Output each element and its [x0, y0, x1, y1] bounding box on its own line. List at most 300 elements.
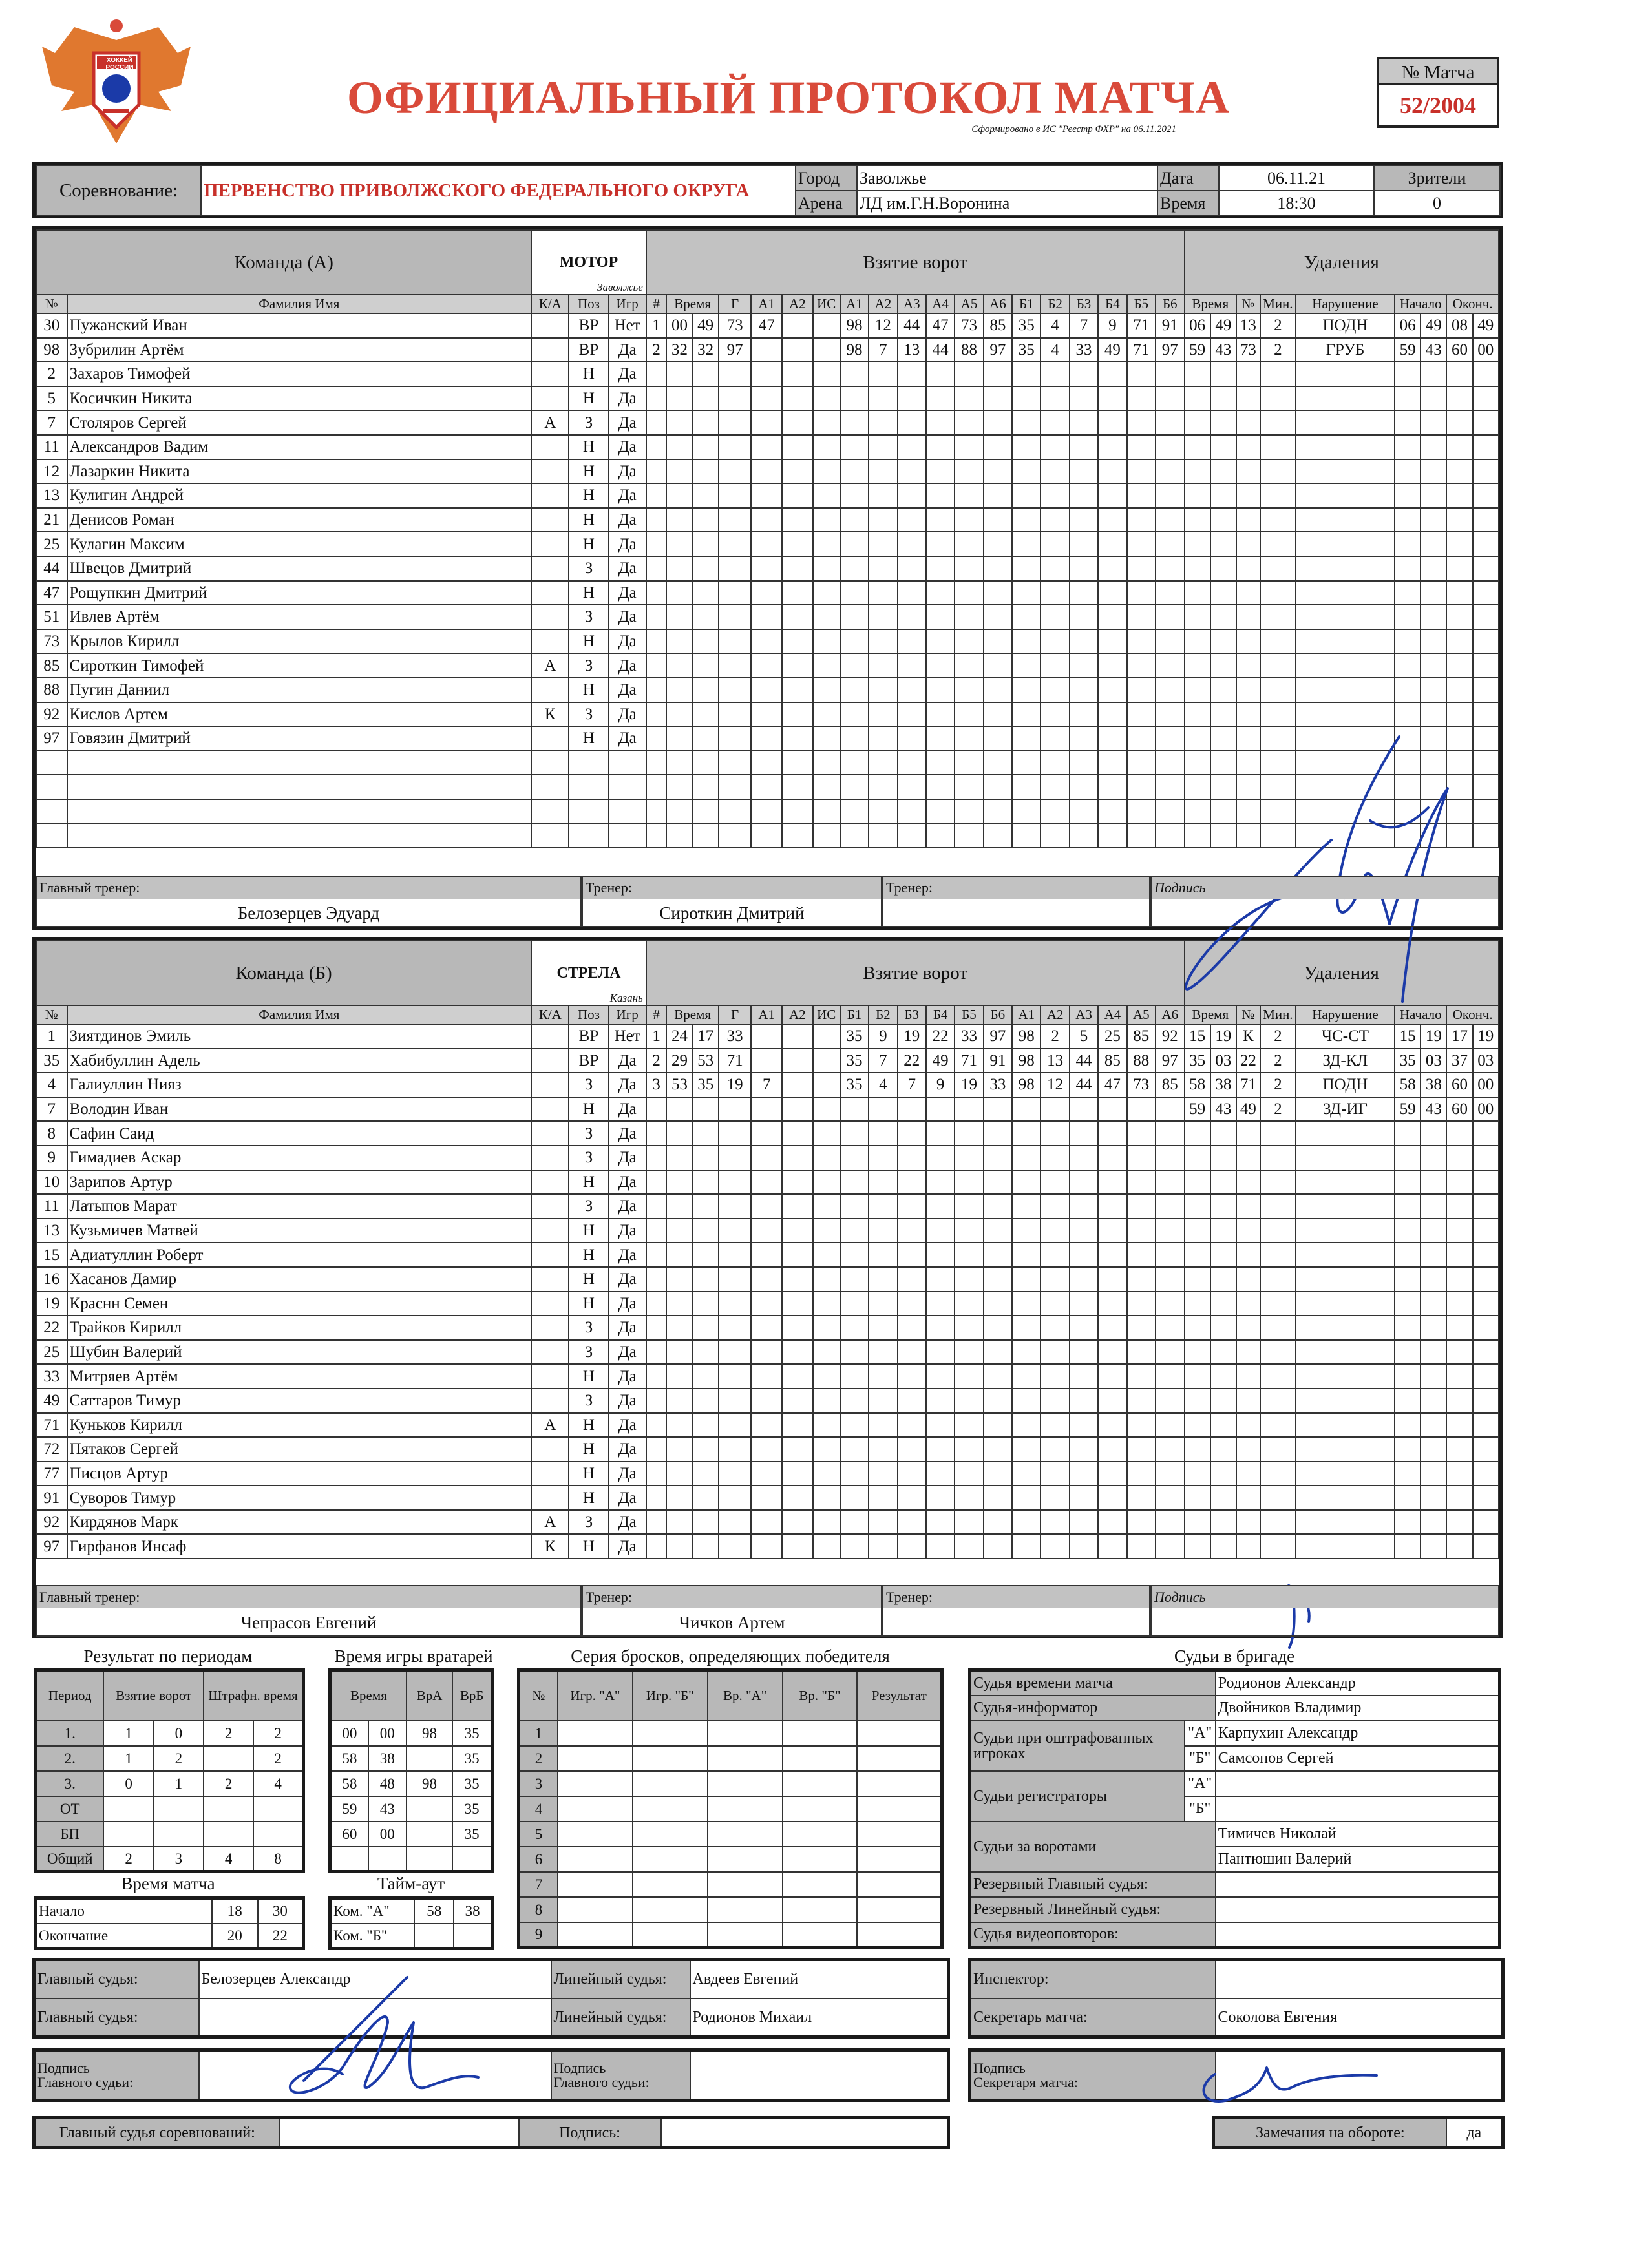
- pen-second: [1210, 1510, 1236, 1535]
- player-position: Н: [569, 1243, 608, 1267]
- comp-judge-field[interactable]: [280, 2118, 519, 2148]
- shootout-number: 9: [519, 1922, 558, 1948]
- pen-end-sec: [1473, 483, 1499, 508]
- on-ice-player: [898, 581, 926, 605]
- pen-end-sec: [1473, 1219, 1499, 1243]
- opp-ice-player: [1127, 775, 1156, 799]
- player-number: 92: [36, 702, 67, 727]
- period-goals-b: [154, 1822, 204, 1847]
- goal-scorer: [719, 1121, 752, 1146]
- goal-situation: [813, 629, 840, 654]
- player-name: Захаров Тимофей: [67, 362, 532, 386]
- on-ice-player: [898, 532, 926, 556]
- opp-ice-player: [1098, 508, 1126, 532]
- pen-start-min: [1395, 1170, 1421, 1195]
- player-number: 2: [36, 362, 67, 386]
- signature-area-label: Подпись: [1152, 877, 1498, 899]
- goal-number: [646, 1243, 667, 1267]
- opp-ice-player: [1127, 702, 1156, 727]
- shootout-row: [519, 1746, 942, 1771]
- goal-second: [693, 386, 719, 411]
- player-row: [36, 629, 1499, 654]
- opp-ice-player: 35: [1012, 313, 1041, 338]
- sig-main-field-b[interactable]: [690, 2050, 949, 2101]
- opp-ice-player: [1012, 1316, 1041, 1340]
- goal-second: [693, 1364, 719, 1389]
- opp-ice-player: [1070, 1121, 1098, 1146]
- opp-ice-player: [1127, 1510, 1156, 1535]
- city-label: Город: [796, 165, 857, 191]
- shootout-number: 1: [519, 1721, 558, 1746]
- player-number: 73: [36, 629, 67, 654]
- signature-scribble-3: [194, 1964, 491, 2113]
- opp-ice-player: [1127, 629, 1156, 654]
- opp-ice-player: [1156, 532, 1185, 556]
- on-ice-player: [926, 362, 955, 386]
- player-played: Да: [609, 1462, 646, 1486]
- opp-ice-player: [1127, 1219, 1156, 1243]
- played-header: Игр: [609, 295, 646, 313]
- player-name: Галиуллин Нияз: [67, 1073, 532, 1097]
- goal-minute: [666, 1413, 692, 1438]
- goal-scorer: [719, 1146, 752, 1170]
- goalie-second: 48: [368, 1771, 407, 1796]
- pen-end-min: [1446, 1486, 1472, 1510]
- goal-situation: [813, 1316, 840, 1340]
- pen-start-min: [1395, 435, 1421, 459]
- timeout-a-min: 58: [414, 1898, 454, 1924]
- on-ice-player: [869, 1437, 897, 1462]
- period-goals-b: 2: [154, 1746, 204, 1771]
- pen-minutes: [1260, 1389, 1296, 1413]
- on-ice-player: 98: [840, 313, 869, 338]
- opp-ice-player: [1012, 775, 1041, 799]
- opp-ice-player: [1127, 1316, 1156, 1340]
- pen-minutes: [1260, 1437, 1296, 1462]
- player-name: Адиатуллин Роберт: [67, 1243, 532, 1267]
- goal-situation: [813, 1389, 840, 1413]
- pen-start-min: [1395, 1292, 1421, 1316]
- opp-ice-player: [1156, 1146, 1185, 1170]
- goal-second: [693, 581, 719, 605]
- pen-start-sec: [1421, 1389, 1446, 1413]
- opp-ice-player: [1127, 1437, 1156, 1462]
- shootout-cell: [783, 1847, 858, 1872]
- goal-situation: [813, 751, 840, 775]
- opp-ice-player: [1156, 1121, 1185, 1146]
- on-ice-player: [898, 1243, 926, 1267]
- pen-infraction: [1296, 532, 1395, 556]
- goalie-b: 35: [452, 1721, 492, 1746]
- opp-ice-player: [1041, 629, 1069, 654]
- pen-minute: [1185, 1170, 1210, 1195]
- pen-start-min: [1395, 483, 1421, 508]
- pen-start-min: 06: [1395, 313, 1421, 338]
- player-captain: [531, 1389, 569, 1413]
- on-ice-player: [955, 1194, 983, 1219]
- period-goals-header: Взятие ворот: [103, 1670, 204, 1721]
- opp-ice-player: [1041, 1170, 1069, 1195]
- goal-assist2: [782, 799, 813, 824]
- opp-ice-player: [1070, 1510, 1098, 1535]
- player-played: Да: [609, 1364, 646, 1389]
- on-ice-player: [840, 532, 869, 556]
- on-ice-player: [926, 435, 955, 459]
- opp-ice-header: Б5: [1127, 295, 1156, 313]
- opp-ice-player: [1127, 459, 1156, 484]
- opp-ice-player: [1041, 775, 1069, 799]
- shootout-number: 5: [519, 1822, 558, 1847]
- pen-end-sec: [1473, 581, 1499, 605]
- player-number: 4: [36, 1073, 67, 1097]
- opp-ice-player: [1070, 1194, 1098, 1219]
- goal-number: [646, 702, 667, 727]
- goal-scorer: [719, 1267, 752, 1292]
- opp-ice-player: [1041, 1219, 1069, 1243]
- opp-ice-player: [1127, 410, 1156, 435]
- on-ice-player: [984, 1340, 1012, 1365]
- player-row: [36, 1462, 1499, 1486]
- player-row: [36, 1340, 1499, 1365]
- opp-ice-player: [1098, 605, 1126, 629]
- opp-ice-player: 7: [1070, 313, 1098, 338]
- goal-judge-1: Тимичев Николай: [1216, 1822, 1500, 1847]
- period-row: [36, 1746, 304, 1771]
- pen-start-sec: [1421, 1510, 1446, 1535]
- pen-start-sec: [1421, 556, 1446, 581]
- player-number: 47: [36, 581, 67, 605]
- on-ice-player: [898, 1413, 926, 1438]
- on-ice-player: [926, 775, 955, 799]
- opp-ice-header: Б3: [1070, 295, 1098, 313]
- on-ice-player: 44: [926, 338, 955, 362]
- goal-second: [693, 1462, 719, 1486]
- player-number: 12: [36, 459, 67, 484]
- goal-number: [646, 1316, 667, 1340]
- player-played: Да: [609, 483, 646, 508]
- on-ice-player: [926, 1267, 955, 1292]
- opp-ice-player: 91: [1156, 313, 1185, 338]
- pen-end-min: [1446, 1413, 1472, 1438]
- pen-infraction: [1296, 1194, 1395, 1219]
- on-ice-player: [955, 653, 983, 678]
- pen-end-sec: [1473, 1121, 1499, 1146]
- goal-minute: [666, 1437, 692, 1462]
- goalie-row: [330, 1847, 492, 1872]
- opp-ice-player: [1127, 678, 1156, 702]
- goal-number: [646, 581, 667, 605]
- opp-ice-player: 85: [1156, 1073, 1185, 1097]
- goal-assist2: [782, 1510, 813, 1535]
- player-position: [569, 799, 608, 824]
- opp-ice-player: [1012, 1097, 1041, 1122]
- player-position: [569, 823, 608, 848]
- player-name: Говязин Дмитрий: [67, 726, 532, 751]
- goal-situation: [813, 1219, 840, 1243]
- goal-minute: 32: [666, 338, 692, 362]
- opp-ice-player: [1070, 1170, 1098, 1195]
- pen-end-sec: [1473, 1510, 1499, 1535]
- pen-start-min: [1395, 532, 1421, 556]
- pen-end-min: 08: [1446, 313, 1472, 338]
- signature-area-label: Подпись: [1152, 1586, 1498, 1608]
- shootout-cell: [708, 1746, 783, 1771]
- goal-number: [646, 459, 667, 484]
- pen-start-min: [1395, 1437, 1421, 1462]
- player-name: [67, 823, 532, 848]
- player-captain: [531, 1243, 569, 1267]
- pen-start-sec: [1421, 1340, 1446, 1365]
- on-ice-player: [840, 702, 869, 727]
- pen-player: [1236, 1219, 1260, 1243]
- shootout-cell: [708, 1771, 783, 1796]
- scorers-label: Судьи регистраторы: [970, 1771, 1185, 1822]
- player-row: [36, 1437, 1499, 1462]
- on-ice-player: 12: [869, 313, 897, 338]
- opp-ice-player: [1012, 1267, 1041, 1292]
- player-name: Володин Иван: [67, 1097, 532, 1122]
- on-ice-player: [984, 823, 1012, 848]
- pen-second: [1210, 629, 1236, 654]
- goal-scorer: [719, 629, 752, 654]
- on-ice-player: 85: [984, 313, 1012, 338]
- goal-minute: [666, 1097, 692, 1122]
- player-name: Пужанский Иван: [67, 313, 532, 338]
- goal-number: [646, 1267, 667, 1292]
- on-ice-player: [926, 1364, 955, 1389]
- period-goals-b: 1: [154, 1771, 204, 1796]
- referees-table: [968, 1668, 1501, 1949]
- pen-player: [1236, 1243, 1260, 1267]
- opp-ice-player: [1070, 1292, 1098, 1316]
- opp-ice-player: [1127, 435, 1156, 459]
- period-pen-b: [253, 1796, 303, 1822]
- player-captain: [531, 508, 569, 532]
- pen-player: [1236, 410, 1260, 435]
- player-position: Н: [569, 386, 608, 411]
- player-captain: [531, 386, 569, 411]
- goal-scorer: [719, 1389, 752, 1413]
- opp-ice-player: [1098, 799, 1126, 824]
- opp-ice-player: 25: [1098, 1024, 1126, 1049]
- opp-ice-player: [1127, 532, 1156, 556]
- player-row: [36, 1292, 1499, 1316]
- pen-second: [1210, 702, 1236, 727]
- period-pen-a: 2: [204, 1771, 253, 1796]
- opp-ice-player: [1127, 1170, 1156, 1195]
- player-number: 85: [36, 653, 67, 678]
- goalie-a: 98: [407, 1771, 452, 1796]
- sig-main-label-b-1: Подпись: [553, 2059, 606, 2076]
- shootout-cell: [558, 1822, 633, 1847]
- goal-assist1: [751, 726, 782, 751]
- pen-minute: [1185, 1364, 1210, 1389]
- goal-number: [646, 483, 667, 508]
- player-played: Да: [609, 702, 646, 727]
- player-number: 25: [36, 1340, 67, 1365]
- coach-2-cell: [882, 876, 1150, 927]
- match-number-box: [1377, 57, 1499, 128]
- goal-minute: [666, 605, 692, 629]
- on-ice-player: [955, 1243, 983, 1267]
- pen-start-sec: [1421, 678, 1446, 702]
- player-name: Александров Вадим: [67, 435, 532, 459]
- timeout-a-label: Ком. "А": [330, 1898, 415, 1924]
- player-captain: [531, 1146, 569, 1170]
- pen-end-min: [1446, 653, 1472, 678]
- on-ice-player: 44: [898, 313, 926, 338]
- on-ice-player: [869, 823, 897, 848]
- opp-ice-player: [1127, 1462, 1156, 1486]
- arena-value: ЛД им.Г.Н.Воронина: [857, 191, 1157, 216]
- player-number: 72: [36, 1437, 67, 1462]
- on-ice-player: [955, 410, 983, 435]
- goal-assist2: [782, 1534, 813, 1559]
- pen-second: [1210, 1437, 1236, 1462]
- pen-second: 49: [1210, 313, 1236, 338]
- on-ice-player: [955, 1267, 983, 1292]
- opp-ice-player: [1041, 459, 1069, 484]
- match-time-title: Время матча: [121, 1874, 215, 1893]
- on-ice-player: [984, 1121, 1012, 1146]
- goal-scorer: [719, 1534, 752, 1559]
- pen-infraction: [1296, 1437, 1395, 1462]
- on-ice-player: [955, 751, 983, 775]
- on-ice-player: [869, 1364, 897, 1389]
- on-ice-player: [840, 1340, 869, 1365]
- assist1-header: А1: [751, 1005, 782, 1024]
- player-name: Крылов Кирилл: [67, 629, 532, 654]
- referees-title: Судьи в бригаде: [1174, 1646, 1295, 1666]
- coach-1-label: Тренер:: [583, 1586, 881, 1608]
- pen-infraction: ЧС-СТ: [1296, 1024, 1395, 1049]
- scorer-a-tag: "А": [1185, 1771, 1216, 1796]
- on-ice-player: [869, 1121, 897, 1146]
- goal-scorer: [719, 1219, 752, 1243]
- sign-field[interactable]: [661, 2118, 949, 2148]
- opp-ice-player: [1127, 1340, 1156, 1365]
- on-ice-player: [926, 1292, 955, 1316]
- pen-minute: [1185, 1389, 1210, 1413]
- goal-assist1: [751, 1194, 782, 1219]
- goal-number: 2: [646, 338, 667, 362]
- goalies-title: Время игры вратарей: [334, 1646, 493, 1666]
- pen-end-sec: [1473, 435, 1499, 459]
- player-captain: [531, 629, 569, 654]
- pen-start-sec: [1421, 629, 1446, 654]
- goal-second: 32: [693, 338, 719, 362]
- shootout-cell: [633, 1746, 708, 1771]
- pen-minute: 35: [1185, 1049, 1210, 1073]
- pen-minute: 06: [1185, 313, 1210, 338]
- player-position: З: [569, 1073, 608, 1097]
- on-ice-player: [869, 751, 897, 775]
- player-played: Да: [609, 653, 646, 678]
- secretary-label: Секретарь матча:: [970, 1999, 1216, 2037]
- shootout-cell: [633, 1771, 708, 1796]
- player-number: 9: [36, 1146, 67, 1170]
- player-number: 16: [36, 1267, 67, 1292]
- pen-minutes: [1260, 653, 1296, 678]
- pen-minute: [1185, 508, 1210, 532]
- opp-ice-player: [1156, 605, 1185, 629]
- pen-start-header: Начало: [1395, 1005, 1446, 1024]
- opp-ice-player: [1098, 1534, 1126, 1559]
- goal-no-header: #: [646, 1005, 667, 1024]
- on-ice-player: [898, 1121, 926, 1146]
- goal-number: [646, 508, 667, 532]
- on-ice-player: [955, 605, 983, 629]
- on-ice-player: [869, 1340, 897, 1365]
- goal-assist1: [751, 1389, 782, 1413]
- opp-ice-player: 71: [1127, 338, 1156, 362]
- opp-ice-player: [1156, 362, 1185, 386]
- pen-minute: [1185, 1534, 1210, 1559]
- goal-assist1: [751, 1292, 782, 1316]
- pen-infraction: [1296, 386, 1395, 411]
- pen-minute: [1185, 653, 1210, 678]
- period-goals-a: 0: [103, 1771, 153, 1796]
- goal-situation: [813, 1121, 840, 1146]
- pen-start-min: 35: [1395, 1049, 1421, 1073]
- goal-assist1: [751, 581, 782, 605]
- opp-ice-player: [1041, 799, 1069, 824]
- pen-end-min: 60: [1446, 1073, 1472, 1097]
- opp-ice-player: [1098, 556, 1126, 581]
- on-ice-player: [926, 726, 955, 751]
- opp-ice-header: Б1: [1012, 295, 1041, 313]
- secretary-value: Соколова Евгения: [1216, 1999, 1503, 2037]
- pen-second: 03: [1210, 1049, 1236, 1073]
- opp-ice-player: [1156, 1413, 1185, 1438]
- generated-note: Сформировано в ИС "Реестр ФХР" на 06.11.2021: [971, 124, 1176, 134]
- period-header: Период: [36, 1670, 104, 1721]
- pen-player: [1236, 702, 1260, 727]
- goal-scorer: [719, 605, 752, 629]
- player-captain: [531, 751, 569, 775]
- period-goals-a: [103, 1796, 153, 1822]
- player-row: [36, 653, 1499, 678]
- pen-minute: [1185, 1413, 1210, 1438]
- player-played: Да: [609, 1267, 646, 1292]
- opp-ice-player: [1156, 1437, 1185, 1462]
- opp-ice-player: [1098, 726, 1126, 751]
- on-ice-player: [984, 532, 1012, 556]
- pen-minutes: [1260, 1462, 1296, 1486]
- opp-ice-player: [1098, 435, 1126, 459]
- on-ice-player: [926, 1097, 955, 1122]
- pen-second: [1210, 1194, 1236, 1219]
- opp-ice-player: [1098, 362, 1126, 386]
- opp-ice-header: Б4: [1098, 295, 1126, 313]
- opp-ice-player: [1098, 459, 1126, 484]
- pen-minutes: [1260, 1413, 1296, 1438]
- player-row: [36, 1170, 1499, 1195]
- opp-ice-player: [1156, 1194, 1185, 1219]
- pen-player: [1236, 1121, 1260, 1146]
- pen-start-sec: [1421, 1292, 1446, 1316]
- pen-player: [1236, 1340, 1260, 1365]
- player-row: [36, 605, 1499, 629]
- on-ice-player: 73: [955, 313, 983, 338]
- shootout-cell: [558, 1922, 633, 1948]
- on-ice-header: Б5: [955, 1005, 983, 1024]
- opp-ice-player: [1041, 823, 1069, 848]
- pen-minutes: [1260, 1510, 1296, 1535]
- goal-minute: [666, 410, 692, 435]
- pen-minute: [1185, 1146, 1210, 1170]
- pen-end-sec: 19: [1473, 1024, 1499, 1049]
